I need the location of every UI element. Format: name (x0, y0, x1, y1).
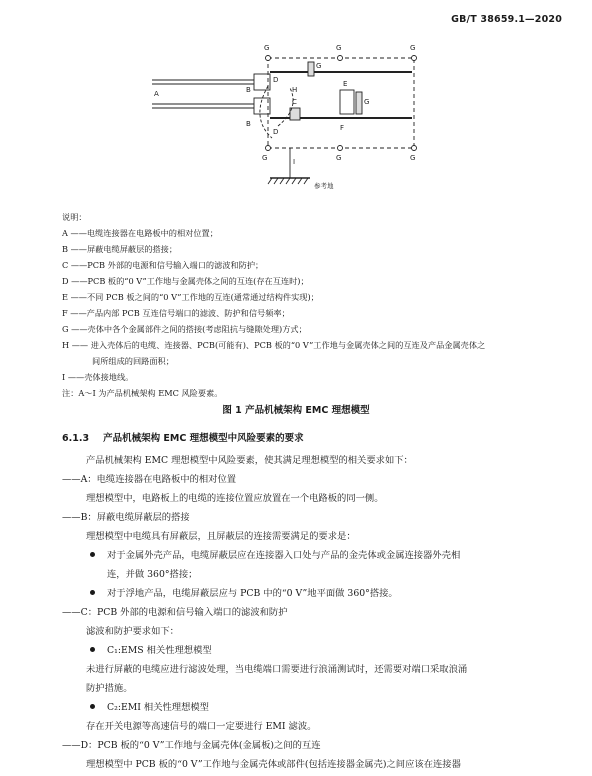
standard-number: GB/T 38659.1—2020 (451, 14, 562, 25)
bullet-text: 对于金属外壳产品，电缆屏蔽层应在连接器入口处与产品的金壳体或金属连接器外壳相 (107, 550, 461, 561)
bond-point-g (338, 56, 343, 61)
item-a-text: 理想模型中，电路板上的电缆的连接位置应放置在一个电路板的同一侧。 (86, 493, 384, 504)
label-d: D (273, 128, 279, 136)
label-c: C (292, 98, 297, 106)
section-heading (62, 430, 304, 444)
label-f: F (340, 124, 345, 132)
legend-item: I ——壳体接地线。 (62, 372, 134, 382)
bullet-dot (90, 647, 95, 652)
legend-note: 注：A～I 为产品机械架构 EMC 风险要素。 (62, 388, 223, 398)
bullet-text: C₂:EMI 相关性理想模型 (107, 702, 209, 713)
label-i: I (293, 158, 296, 166)
legend-item: E ——不同 PCB 板之间的“0 V”工作地的互连(通常通过结构件实现)； (62, 292, 319, 302)
section-number: 6.1.3 (62, 433, 90, 444)
legend-item: B ——屏蔽电缆屏蔽层的搭接； (62, 244, 178, 254)
legend-title: 说明： (62, 212, 87, 222)
c2-text: 存在开关电源等高速信号的端口一定要进行 EMI 滤波。 (86, 721, 317, 732)
label-e: E (343, 80, 348, 88)
legend-item: A ——电缆连接器在电路板中的相对位置； (62, 228, 218, 238)
component-block (308, 62, 314, 76)
item-c-title: ——C：PCB 外部的电源和信号输入端口的滤波和防护 (62, 607, 288, 618)
item-b-text: 理想模型中电缆具有屏蔽层，且屏蔽层的连接需要满足的要求是： (86, 531, 356, 542)
ground-hatching (268, 178, 308, 184)
bond-point-g (412, 56, 417, 61)
legend-item-continuation: 间所组成的回路面积； (92, 356, 174, 366)
legend-item: D ——PCB 板的“0 V”工作地与金属壳体之间的互连(存在互连时)； (62, 276, 309, 286)
component-e (340, 90, 354, 114)
ground-label: 参考地 (314, 182, 334, 190)
legend-item: H —— 进入壳体后的电缆、连接器、PCB(可能有)、PCB 板的“0 V”工作地与金属壳体之间的互连及产品金属壳体之 (62, 340, 486, 350)
bullet-dot (90, 552, 95, 557)
bullet-item (90, 642, 212, 656)
intro-paragraph: 产品机械架构 EMC 理想模型中风险要素，使其满足理想模型的相关要求如下： (86, 455, 413, 466)
label-g: G (262, 154, 268, 162)
bullet-text: 对于浮地产品，电缆屏蔽层应与 PCB 中的“0 V”地平面做 360°搭接。 (107, 588, 398, 599)
bond-point-g (338, 146, 343, 151)
label-d: D (273, 76, 279, 84)
c1-text: 未进行屏蔽的电缆应进行滤波处理，当电缆端口需要进行浪涌测试时，还需要对端口采取浪涌 (86, 664, 468, 675)
bullet-item (90, 699, 209, 713)
item-c-text: 滤波和防护要求如下： (86, 626, 179, 637)
figure-caption: 图 1 产品机械架构 EMC 理想模型 (222, 405, 370, 416)
label-g: G (410, 154, 416, 162)
emc-model-figure (150, 38, 440, 196)
label-b: B (246, 120, 251, 128)
bond-point-g (266, 146, 271, 151)
label-g: G (336, 154, 342, 162)
legend-item: C ——PCB 外部的电源和信号输入端口的滤波和防护； (62, 260, 264, 270)
bullet-dot (90, 590, 95, 595)
label-g: G (336, 44, 342, 52)
label-a: A (154, 90, 159, 98)
bullet-continuation: 连，并做 360°搭接； (107, 569, 198, 580)
bullet-text: C₁:EMS 相关性理想模型 (107, 645, 212, 656)
label-h: H (292, 86, 298, 94)
item-d-text: 理想模型中 PCB 板的“0 V”工作地与金属壳体或部件(包括连接器金属壳)之间应该在连接器 (86, 759, 461, 770)
item-a-title: ——A：电缆连接器在电路板中的相对位置 (62, 474, 237, 485)
item-b-title: ——B：屏蔽电缆屏蔽层的搭接 (62, 512, 190, 523)
bond-point-g (266, 56, 271, 61)
component-f (356, 92, 362, 114)
label-g: G (410, 44, 416, 52)
legend-item: G ——壳体中各个金属部件之间的搭接(考虑阻抗与缝隙处理)方式； (62, 324, 307, 334)
label-g-inner: G (316, 62, 322, 70)
legend-item: F ——产品内部 PCB 互连信号端口的滤波、防护和信号频率； (62, 308, 290, 318)
label-g-inner: G (364, 98, 370, 106)
c1-text-continuation: 防护措施。 (86, 683, 133, 694)
item-d-title: ——D：PCB 板的“0 V”工作地与金属壳体(金属板)之间的互连 (62, 740, 321, 751)
bullet-dot (90, 704, 95, 709)
section-title: 产品机械架构 EMC 理想模型中风险要素的要求 (103, 433, 304, 444)
bond-point-g (412, 146, 417, 151)
bullet-item (90, 585, 398, 599)
bullet-item (90, 547, 460, 561)
label-b: B (246, 86, 251, 94)
label-g: G (264, 44, 270, 52)
